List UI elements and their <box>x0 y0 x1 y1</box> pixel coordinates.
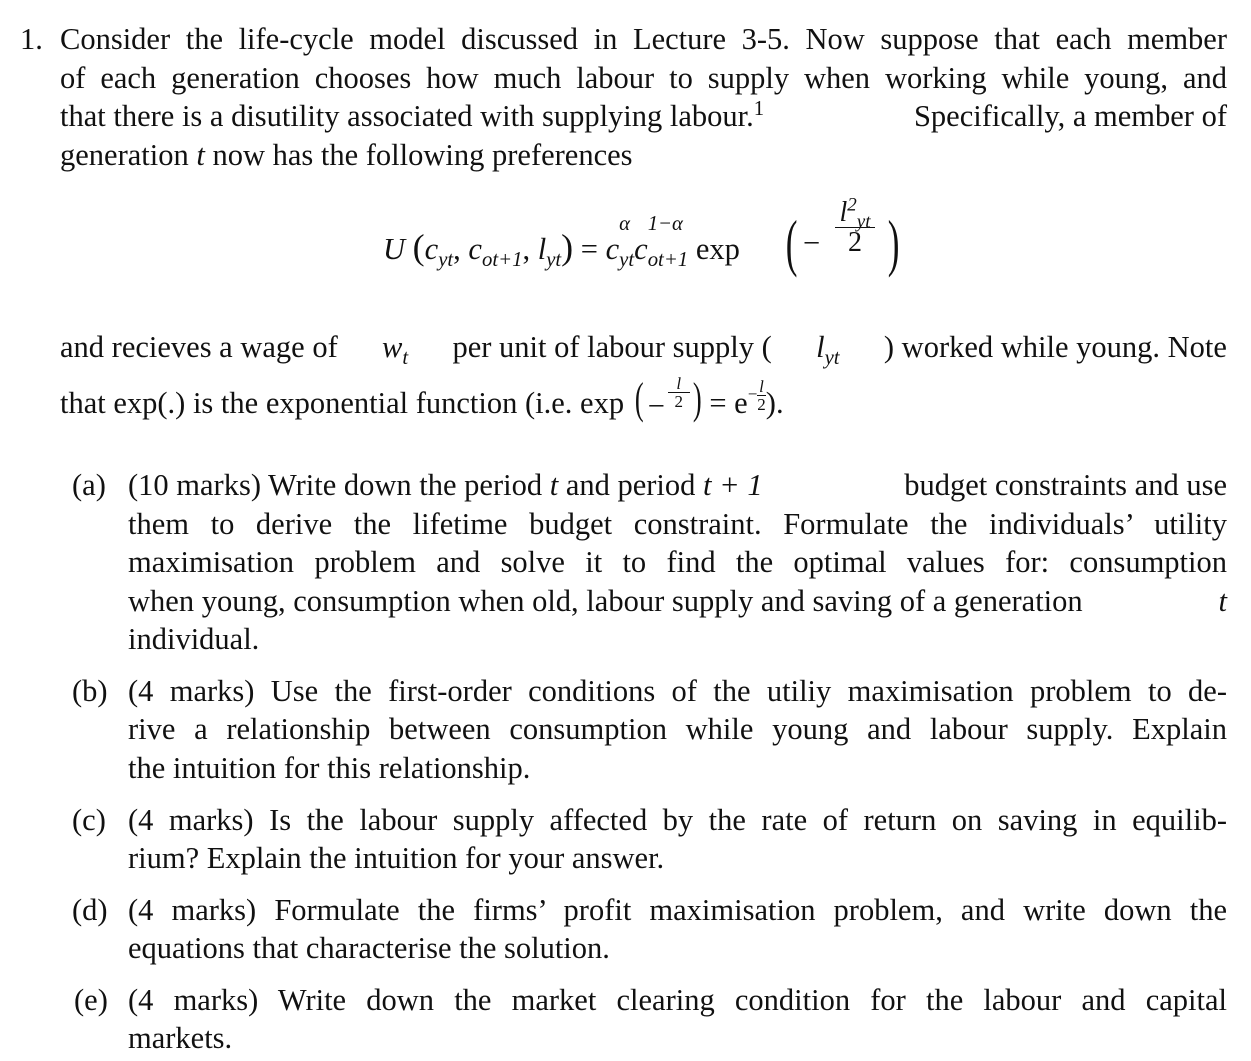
footnote-marker: 1 <box>753 97 765 120</box>
left-paren: ( <box>785 207 798 278</box>
part-a-line-1: (10 marks) Write down the period t and period t + 1 budget constraints and use <box>128 468 1227 502</box>
part-c-label: (c) <box>72 803 106 837</box>
part-b-label: (b) <box>72 674 108 708</box>
right-paren: ) <box>887 207 900 278</box>
part-a-line-3: maximisation problem and solve it to find the optimal values for: consumption <box>128 545 1227 579</box>
part-e-line-2: markets. <box>128 1021 233 1055</box>
wage-line-1: and recieves a wage of $w_t$ per unit of labour supply ( $l_{yt}$ ) worked while young. Note <box>60 330 1227 370</box>
var-t: t <box>196 138 205 172</box>
intro-line-3a: that there is a disutility associated with supplying labour.$^1$ <box>60 97 765 133</box>
part-d-line-1: (4 marks) Formulate the firms’ profit maximisation problem, and write down the <box>128 893 1227 927</box>
part-b-line-2: rive a relationship between consumption while young and labour supply. Explain <box>128 712 1227 746</box>
part-a-line-2: them to derive the lifetime budget constraint. Formulate the individuals’ utility <box>128 507 1227 541</box>
part-b-line-1: (4 marks) Use the first-order conditions of the utiliy maximisation problem to de- <box>128 674 1227 708</box>
intro-line-3b: Specifically, a member of <box>913 99 1227 133</box>
part-a-label: (a) <box>72 468 106 502</box>
fraction-l2-over-2: $l^2_{yt}$ 2 <box>835 198 875 258</box>
intro-line-1: Consider the life-cycle model discussed in Lecture 3-5. Now suppose that each member <box>60 22 1227 56</box>
utility-equation: U ($c_{yt}$, $c_{ot+1}$, $l_{yt}) = c$ α $_{yt}$c 1−α $_{ot+1}$ exp ( − $l^2_{yt}$ 2 ) <box>383 194 900 278</box>
part-d-label: (d) <box>72 893 108 927</box>
part-c-line-2: rium? Explain the intuition for your answer. <box>128 841 665 875</box>
part-d-line-2: equations that characterise the solution. <box>128 931 610 965</box>
part-a-line-5: individual. <box>128 622 260 656</box>
intro-line-4: generation t now has the following preferences <box>60 138 633 172</box>
intro-line-2: of each generation chooses how much labour to supply when working while young, and <box>60 61 1227 95</box>
wage-line-2: that exp(.) is the exponential function (i.e. exp ( − l 2 ) = e− $\frac{l}{2}$ ). <box>60 374 784 423</box>
question-number: 1. <box>20 22 43 56</box>
part-a-line-4: when young, consumption when old, labour supply and saving of a generation t <box>128 584 1227 618</box>
equation-lhs: U ($c_{yt}$, $c_{ot+1}$, $l_{yt}) = c$ α $_{yt}$c 1−α $_{ot+1}$ exp <box>383 213 740 272</box>
part-b-line-3: the intuition for this relationship. <box>128 751 531 785</box>
part-e-line-1: (4 marks) Write down the market clearing condition for the labour and capital <box>128 983 1227 1017</box>
intro-line-3 <box>60 97 1227 133</box>
part-c-line-1: (4 marks) Is the labour supply affected by the rate of return on saving in equilib- <box>128 803 1227 837</box>
exp-function: exp <box>695 232 740 266</box>
part-e-label: (e) <box>74 983 108 1017</box>
